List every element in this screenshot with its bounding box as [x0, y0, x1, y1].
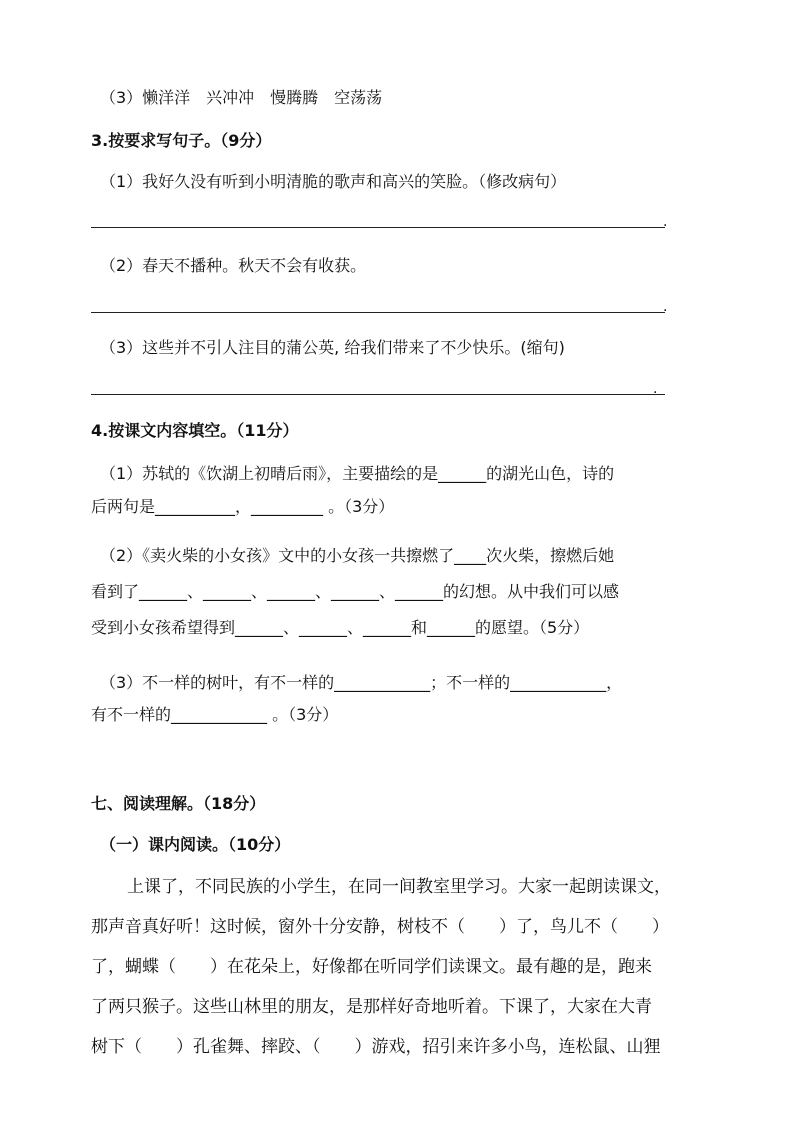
- passage-line: 上课了，不同民族的小学生，在同一间教室里学习。大家一起朗读课文，: [127, 877, 671, 897]
- section7-heading: 七、阅读理解。（18分）: [91, 794, 266, 813]
- q4-item1-line1: （1）苏轼的《饮湖上初晴后雨》，主要描绘的是______的湖光山色，诗的: [100, 464, 615, 483]
- q4-item2-line1: （2）《卖火柴的小女孩》文中的小女孩一共擦燃了____次火柴，擦燃后她: [100, 546, 615, 565]
- q3-end-mark-1: .: [663, 214, 668, 230]
- q3-item1: （1）我好久没有听到小明清脆的歌声和高兴的笑脸。（修改病句）: [100, 172, 567, 191]
- q2-item3: （3）懒洋洋 兴冲冲 慢腾腾 空荡荡: [100, 88, 383, 107]
- q3-end-mark-3: .: [653, 381, 658, 397]
- q3-answer-line-1[interactable]: [91, 227, 665, 228]
- q3-answer-line-2[interactable]: [91, 312, 665, 313]
- q3-item3: （3）这些并不引人注目的蒲公英, 给我们带来了不少快乐。(缩句): [100, 338, 565, 357]
- passage-line: 了两只猴子。这些山林里的朋友，是那样好奇地听着。下课了，大家在大青: [91, 997, 652, 1017]
- passage-line: 那声音真好听！这时候，窗外十分安静，树枝不（ ）了，鸟儿不（ ）: [91, 917, 669, 937]
- q3-answer-line-3[interactable]: [91, 394, 665, 395]
- q4-item2-line2: 看到了______、______、______、______、______的幻想。从中我们可以感: [91, 582, 620, 601]
- passage-line: 树下（ ）孔雀舞、摔跤、（ ）游戏，招引来许多小鸟，连松鼠、山狸: [91, 1037, 661, 1057]
- q4-item1-line2: 后两句是__________，_________ 。（3分）: [91, 497, 395, 516]
- q4-item2-line3: 受到小女孩希望得到______、______、______和______的愿望。（5分）: [91, 618, 590, 637]
- q3-item2: （2）春天不播种。秋天不会有收获。: [100, 256, 367, 275]
- q4-item3-line1: （3）不一样的树叶，有不一样的____________；不一样的____________，: [100, 673, 623, 692]
- q4-heading: 4.按课文内容填空。（11分）: [91, 421, 299, 440]
- section7-sub-heading: （一）课内阅读。（10分）: [100, 835, 291, 854]
- q4-item3-line2: 有不一样的____________ 。（3分）: [91, 705, 339, 724]
- q3-end-mark-2: .: [663, 299, 668, 315]
- q3-heading: 3.按要求写句子。（9分）: [91, 131, 272, 150]
- passage-line: 了，蝴蝶（ ）在花朵上，好像都在听同学们读课文。最有趣的是，跑来: [91, 957, 652, 977]
